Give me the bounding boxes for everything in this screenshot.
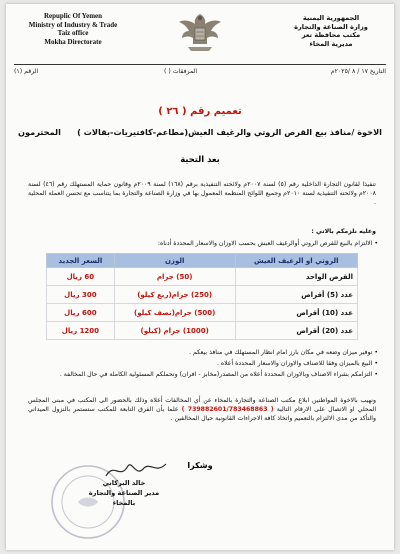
yemen-eagle-emblem-icon <box>176 10 224 54</box>
bullet-item: • التزامكم بشراء الاصناف وبالاوزان المحددة أعلاه من المصدر(مخابز - افران) وتحملكم المسئولية الكاملة في حال المخالفة . <box>59 371 378 378</box>
circular-document <box>6 4 394 550</box>
intro-paragraph: تنفيذا لقانون التجارة الداخلية رقم (٥) لسنة ٢٠٠٧م ولائحته التنفيذية برقم (١٦٨) لسنة ٢٠٠٩م وقانون حماية المستهلك رقم (٤٦) لسنة ٢٠٠٨م ولائحته التنفيذية لسنة ٢٠١٠م وجميع اللوائح المنظمة المعمول بها في وزارة الصناعة والتجارة بما يتناسب مع تحسن العملة المحلية . <box>28 181 377 206</box>
weight-cell: (1000) جرام (كيلو) <box>114 322 235 340</box>
price-cell: 300 ريال <box>47 286 115 304</box>
weight-cell: (250) جرام(ربع كيلو) <box>114 286 235 304</box>
addressee-line <box>18 127 382 137</box>
table-row <box>47 268 358 286</box>
column-header-price: السعر الجديد <box>47 254 115 268</box>
closing-text: ونهيب بالاخوة المواطنين ابلاغ مكتب الصناعة والتجارة بالمخاء عن أي المخالفات أعلاه وذلك بالحضور الى المكتب في مبنى المجلس المحلي او الاتصال على الارقام التالية <box>28 397 377 413</box>
number-label: الرقم (١) <box>14 68 39 75</box>
bullet-item: • توفير ميزان وضعه في مكان بارز امام انظار المستهلك في منافذ بيعكم . <box>189 349 378 356</box>
column-header-weight: الوزن <box>114 254 235 268</box>
commitment-bullet: • الالتزام بالبيع للقرص الروتي أوالرغيف العيش بحسب الاوزان والاسعار المحددة أدناه: <box>157 240 378 247</box>
header-country: Repuplic Of Yemen <box>43 12 103 20</box>
item-cell: عدد (5) أقراص <box>235 286 358 304</box>
price-table <box>46 253 358 340</box>
header-english-block <box>14 12 132 46</box>
header-ministry-ar: وزارة الصناعة والتجارة <box>294 22 368 31</box>
bullet-item: • البيع بالميزان وفقا للاصناف والاوزان والاسعار المحددة أعلاه . <box>216 360 378 367</box>
commitment-bullet-text: الالتزام بالبيع للقرص الروتي أوالرغيف العيش بحسب الاوزان والاسعار المحددة أدناه: <box>157 240 373 247</box>
table-row <box>47 286 358 304</box>
header-country-ar: الجمهورية اليمنية <box>302 14 360 22</box>
price-cell: 1200 ريال <box>47 322 115 340</box>
header-arabic-block <box>276 14 386 48</box>
closing-paragraph <box>28 396 376 423</box>
phone-numbers: ( 739882601/783468863 ) <box>181 406 274 413</box>
attachments-label: المرفقات ( ) <box>164 68 198 75</box>
header-office-ar: مكتب محافظة تعز <box>301 31 361 39</box>
obligation-heading: وعليه نلزمكم بالاتي : <box>311 228 376 235</box>
weight-cell: (50) جرام <box>114 268 235 286</box>
header-office: Taiz office <box>57 29 89 37</box>
weight-cell: (500) جرام(نصف كيلو) <box>114 304 235 322</box>
greeting: بعد التحية <box>180 154 220 164</box>
price-table-header <box>47 254 358 268</box>
item-cell: عدد (20) أقراص <box>235 322 358 340</box>
price-cell: 60 ريال <box>47 268 115 286</box>
item-cell: القرص الواحد <box>235 268 358 286</box>
thanks: وشكرا <box>187 461 213 470</box>
header-ministry: Ministry of Industry & Trade <box>28 20 118 29</box>
table-row <box>47 322 358 340</box>
header-directorate-ar: مديرية المخاء <box>309 39 353 48</box>
signature-block <box>84 478 164 508</box>
header-divider <box>14 64 386 65</box>
honorific: المحترمون <box>18 127 61 137</box>
header-directorate: Mokha Directorate <box>44 37 102 46</box>
reference-row <box>14 68 386 78</box>
closing-text-continued: علما بأن الفرق التابعة للمكتب ستستمر بالنزول الميداني والتأكد من مدى الالتزام بالتعميم واتخاذ كافة الاجراءات القانونية حيال المخالفين . <box>28 406 376 422</box>
price-cell: 600 ريال <box>47 304 115 322</box>
circular-title: تعميم رقم ( ٢٦ ) <box>158 106 242 117</box>
addressee: الاخوة /منافذ بيع القرص الروتي والرغيف العيش(مطاعم-كافتيريات-بقالات ) <box>77 127 382 137</box>
column-header-item: الروتي او الرغيف العيش <box>235 254 358 268</box>
signatory-name: خالد البركاني <box>102 479 146 487</box>
item-cell: عدد (10) أقراص <box>235 304 358 322</box>
signatory-title: مدير الصناعة والتجارة بالمخاء <box>88 489 160 507</box>
date-label: التاريخ ١٧ / ٨ /٢٠٢٥م <box>330 68 386 75</box>
table-row <box>47 304 358 322</box>
